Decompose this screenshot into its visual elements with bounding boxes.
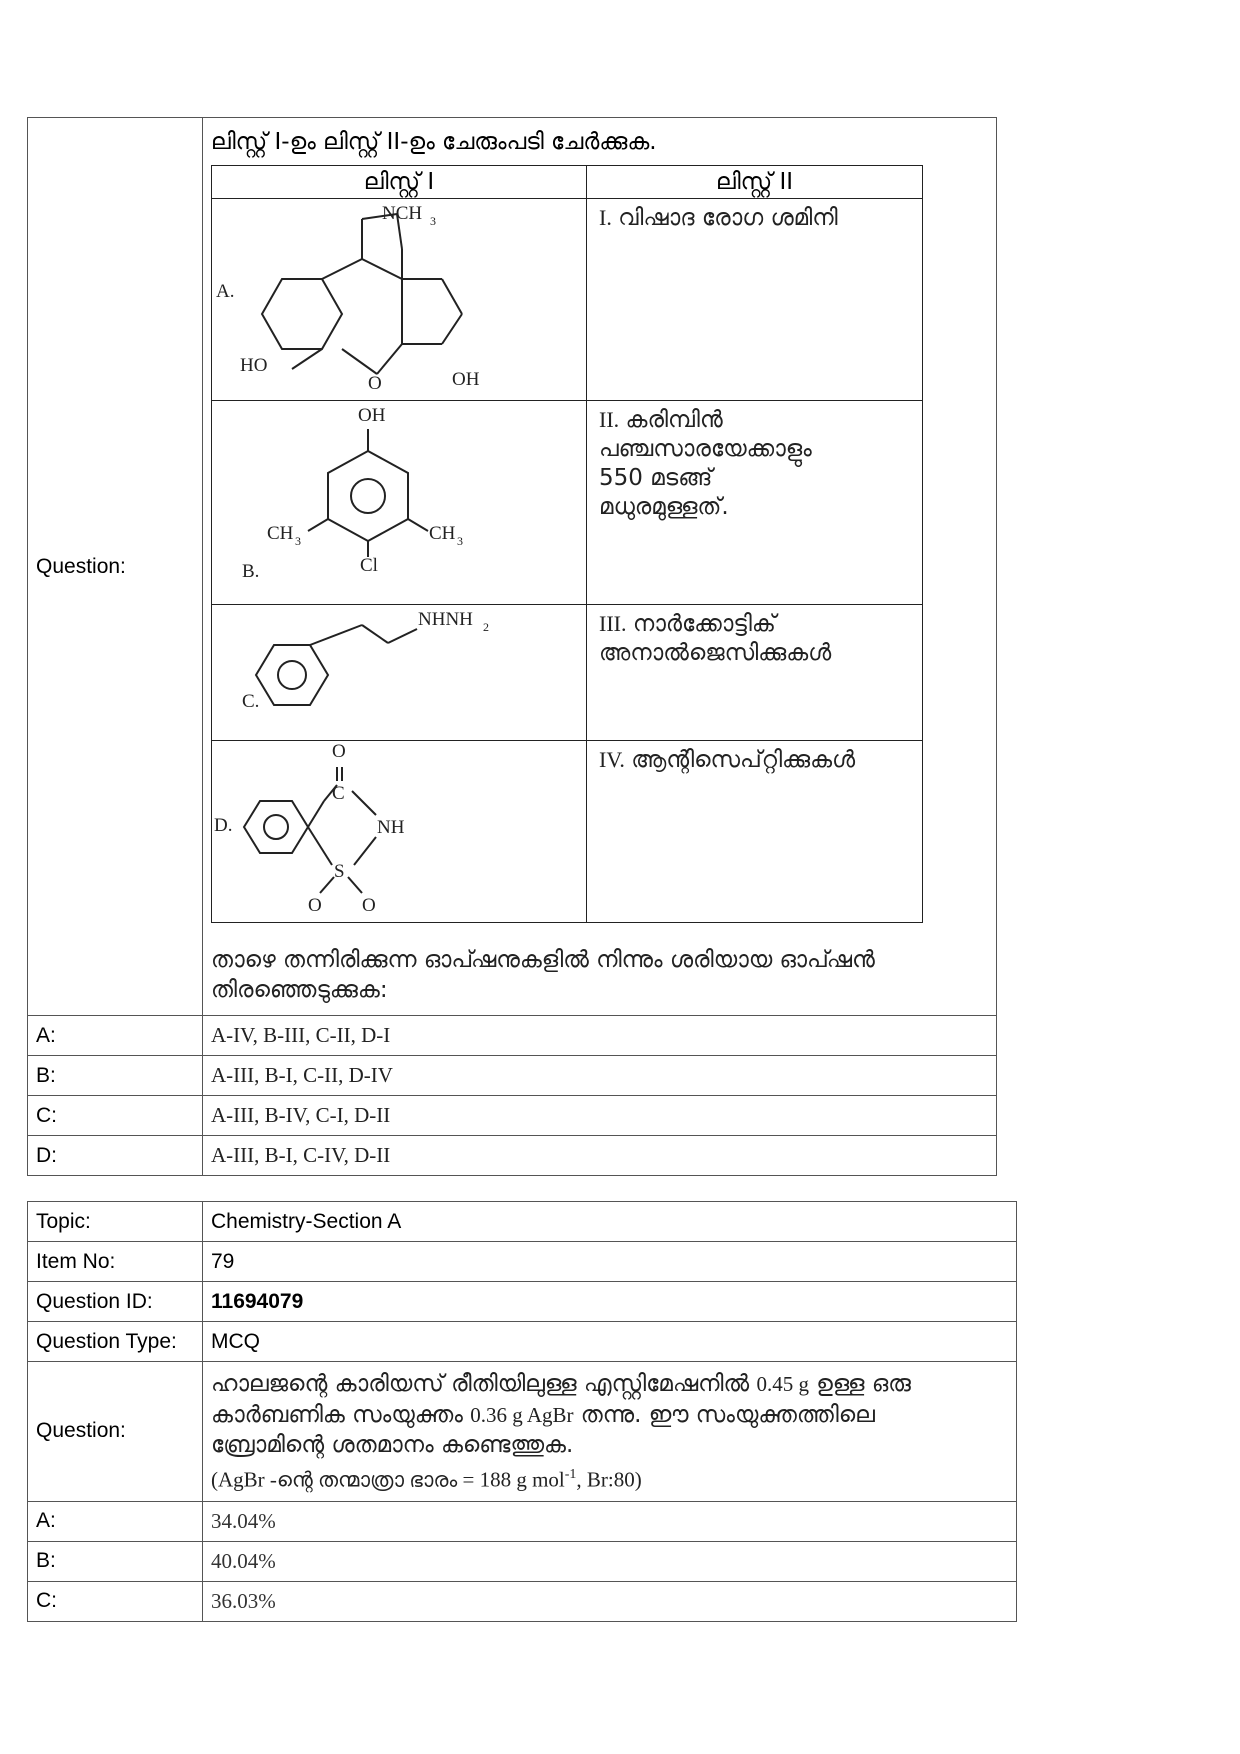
svg-text:O: O (308, 895, 322, 916)
question-id-value: 11694079 (203, 1282, 1017, 1322)
svg-text:OH: OH (452, 369, 480, 390)
svg-text:O: O (362, 895, 376, 916)
list2-item-2: II. കരിമ്പിൻ പഞ്ചസാരയേക്കാളും 550 മടങ്ങ് മധുരമുള്ളത്. (587, 401, 923, 605)
structure-b (212, 401, 587, 605)
topic-value: Chemistry-Section A (203, 1202, 1017, 1242)
option-label: B: (28, 1541, 203, 1581)
question-table-1 (27, 117, 997, 1176)
svg-text:C.: C. (242, 691, 260, 712)
svg-text:NH: NH (377, 817, 405, 838)
svg-text:HO: HO (240, 355, 268, 376)
list2-item-1: I. വിഷാദ രോഗ ശമിനി (587, 199, 923, 401)
svg-text:3: 3 (295, 534, 301, 548)
svg-text:C: C (332, 783, 345, 804)
option-value: 40.04% (203, 1541, 1017, 1581)
question-label: Question: (28, 1362, 203, 1502)
topic-label: Topic: (28, 1202, 203, 1242)
svg-text:S: S (334, 861, 345, 882)
question-type-label: Question Type: (28, 1322, 203, 1362)
option-row[interactable] (28, 1541, 1017, 1581)
option-row[interactable] (28, 1016, 997, 1056)
option-label: A: (28, 1016, 203, 1056)
match-table (211, 165, 923, 923)
svg-text:CH: CH (267, 523, 294, 544)
question-table-2 (27, 1201, 1017, 1622)
question-footer: താഴെ തന്നിരിക്കുന്ന ഓപ്ഷനുകളിൽ നിന്നും ശരിയായ ഓപ്ഷൻ തിരഞ്ഞെടുക്കുക: (211, 947, 875, 1003)
list1-header: ലിസ്റ്റ് I (212, 166, 587, 199)
svg-text:2: 2 (483, 620, 489, 634)
option-label: C: (28, 1581, 203, 1621)
svg-text:NCH: NCH (382, 203, 423, 224)
option-row[interactable] (28, 1136, 997, 1176)
option-row[interactable] (28, 1501, 1017, 1541)
option-value: A-III, B-I, C-II, D-IV (203, 1056, 997, 1096)
option-value: 34.04% (203, 1501, 1017, 1541)
structure-d (212, 741, 587, 923)
question-text: ഹാലജന്റെ കാരിയസ് രീതിയിലുള്ള എസ്റ്റിമേഷനിൽ 0.45 g ഉള്ള ഒരു കാർബണിക സംയുക്തം 0.36 g AgBr തന്നു. ഈ സംയുക്തത്തിലെ ബ്രോമിന്റെ ശതമാനം കണ്ടെത്തുക. (AgBr -ന്റെ തന്മാത്രാ ഭാരം = 188 g mol$^{-1}$, Br:80) (203, 1362, 1017, 1502)
question-body (203, 118, 997, 1016)
svg-text:A.: A. (216, 281, 235, 302)
option-value: A-III, B-I, C-IV, D-II (203, 1136, 997, 1176)
structure-a (212, 199, 587, 401)
option-row[interactable] (28, 1056, 997, 1096)
svg-text:OH: OH (358, 405, 386, 426)
svg-text:D.: D. (214, 815, 233, 836)
svg-text:O: O (368, 373, 382, 394)
option-label: B: (28, 1056, 203, 1096)
question-id-label: Question ID: (28, 1282, 203, 1322)
option-label: C: (28, 1096, 203, 1136)
option-label: A: (28, 1501, 203, 1541)
question-type-value: MCQ (203, 1322, 1017, 1362)
list2-item-3: III. നാർക്കോട്ടിക് അനാൽജെസിക്കുകൾ (587, 605, 923, 741)
svg-text:Cl: Cl (360, 555, 378, 576)
svg-text:NHNH: NHNH (418, 609, 473, 630)
list2-header: ലിസ്റ്റ് II (587, 166, 923, 199)
svg-text:3: 3 (430, 214, 436, 228)
item-no-label: Item No: (28, 1242, 203, 1282)
question-instruction: ലിസ്റ്റ് I-ഉം ലിസ്റ്റ് II-ഉം ചേരുംപടി ചേർക്കുക. (211, 129, 657, 155)
list2-item-4: IV. ആന്റിസെപ്റ്റിക്കുകൾ (587, 741, 923, 923)
option-value: A-IV, B-III, C-II, D-I (203, 1016, 997, 1056)
svg-text:CH: CH (429, 523, 456, 544)
structure-c (212, 605, 587, 741)
option-label: D: (28, 1136, 203, 1176)
option-value: A-III, B-IV, C-I, D-II (203, 1096, 997, 1136)
svg-text:O: O (332, 741, 346, 762)
option-row[interactable] (28, 1581, 1017, 1621)
question-label: Question: (28, 118, 203, 1016)
option-value: 36.03% (203, 1581, 1017, 1621)
svg-text:3: 3 (457, 534, 463, 548)
svg-text:B.: B. (242, 561, 260, 582)
option-row[interactable] (28, 1096, 997, 1136)
item-no-value: 79 (203, 1242, 1017, 1282)
